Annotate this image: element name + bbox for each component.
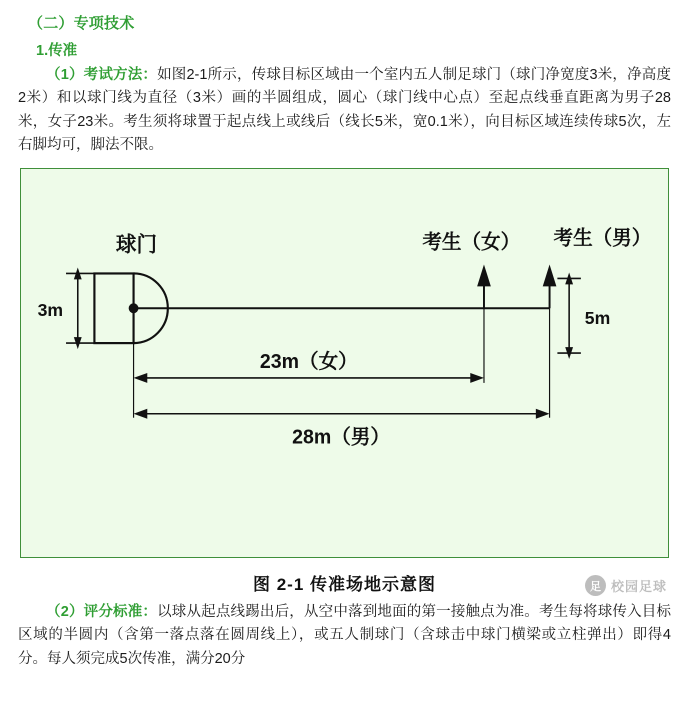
female-dim-arrow-left [134, 373, 148, 383]
candidate-male-label: 考生（男） [553, 227, 652, 250]
scoring-block [14, 601, 675, 671]
subsection-heading: 1.传准 [36, 43, 78, 59]
figure-caption: 图 2-1 传准场地示意图 [252, 574, 437, 594]
paragraph-exam-method [18, 64, 671, 158]
female-dim-arrow-right [470, 373, 484, 383]
distance-male-label: 28m（男） [292, 426, 390, 449]
goal-height-label: 3m [37, 300, 64, 321]
male-dim-arrow-left [134, 409, 148, 419]
female-start-arrow [477, 264, 491, 286]
paragraph-scoring [18, 601, 671, 671]
field-diagram-svg [21, 169, 668, 557]
paragraph-exam-method-lead: （1）考试方法： [46, 67, 158, 83]
candidate-female-label: 考生（女） [422, 231, 521, 254]
paragraph-scoring-lead: （2）评分标准： [46, 603, 158, 620]
section-heading: （二）专项技术 [28, 15, 135, 32]
paragraph-scoring-text: 以球从起点线踢出后，从空中落到地面的第一接触点为准。考生每将球传入目标区域的半圆内（含第一落点落在圆周线上），或五人制球门（含球击中球门横梁或立柱弹出）即得4分。每人须完成5次传准，满分20分 [18, 603, 671, 667]
figure-diagram [20, 168, 669, 558]
watermark-logo-icon: 足 [585, 575, 606, 596]
watermark [585, 575, 667, 596]
paragraph-exam-method-text: 如图2-1所示，传球目标区域由一个室内五人制足球门（球门净宽度3米，净高度2米）和以球门线为直径（3米）画的半圆组成，圆心（球门线中心点）至起点线垂直距离为男子28米，女子23米。考生须将球置于起点线上或线后（线长5米，宽0.1米），向目标区域连续传球5次，左右脚均可，脚法不限。 [18, 67, 671, 154]
distance-female-label: 23m（女） [259, 350, 358, 373]
watermark-text: 校园足球 [610, 579, 667, 594]
goal-rect [94, 273, 133, 343]
male-dim-arrow-right [536, 409, 550, 419]
goal-label: 球门 [115, 233, 158, 257]
male-start-arrow [543, 264, 557, 286]
line-length-label: 5m [584, 308, 611, 329]
